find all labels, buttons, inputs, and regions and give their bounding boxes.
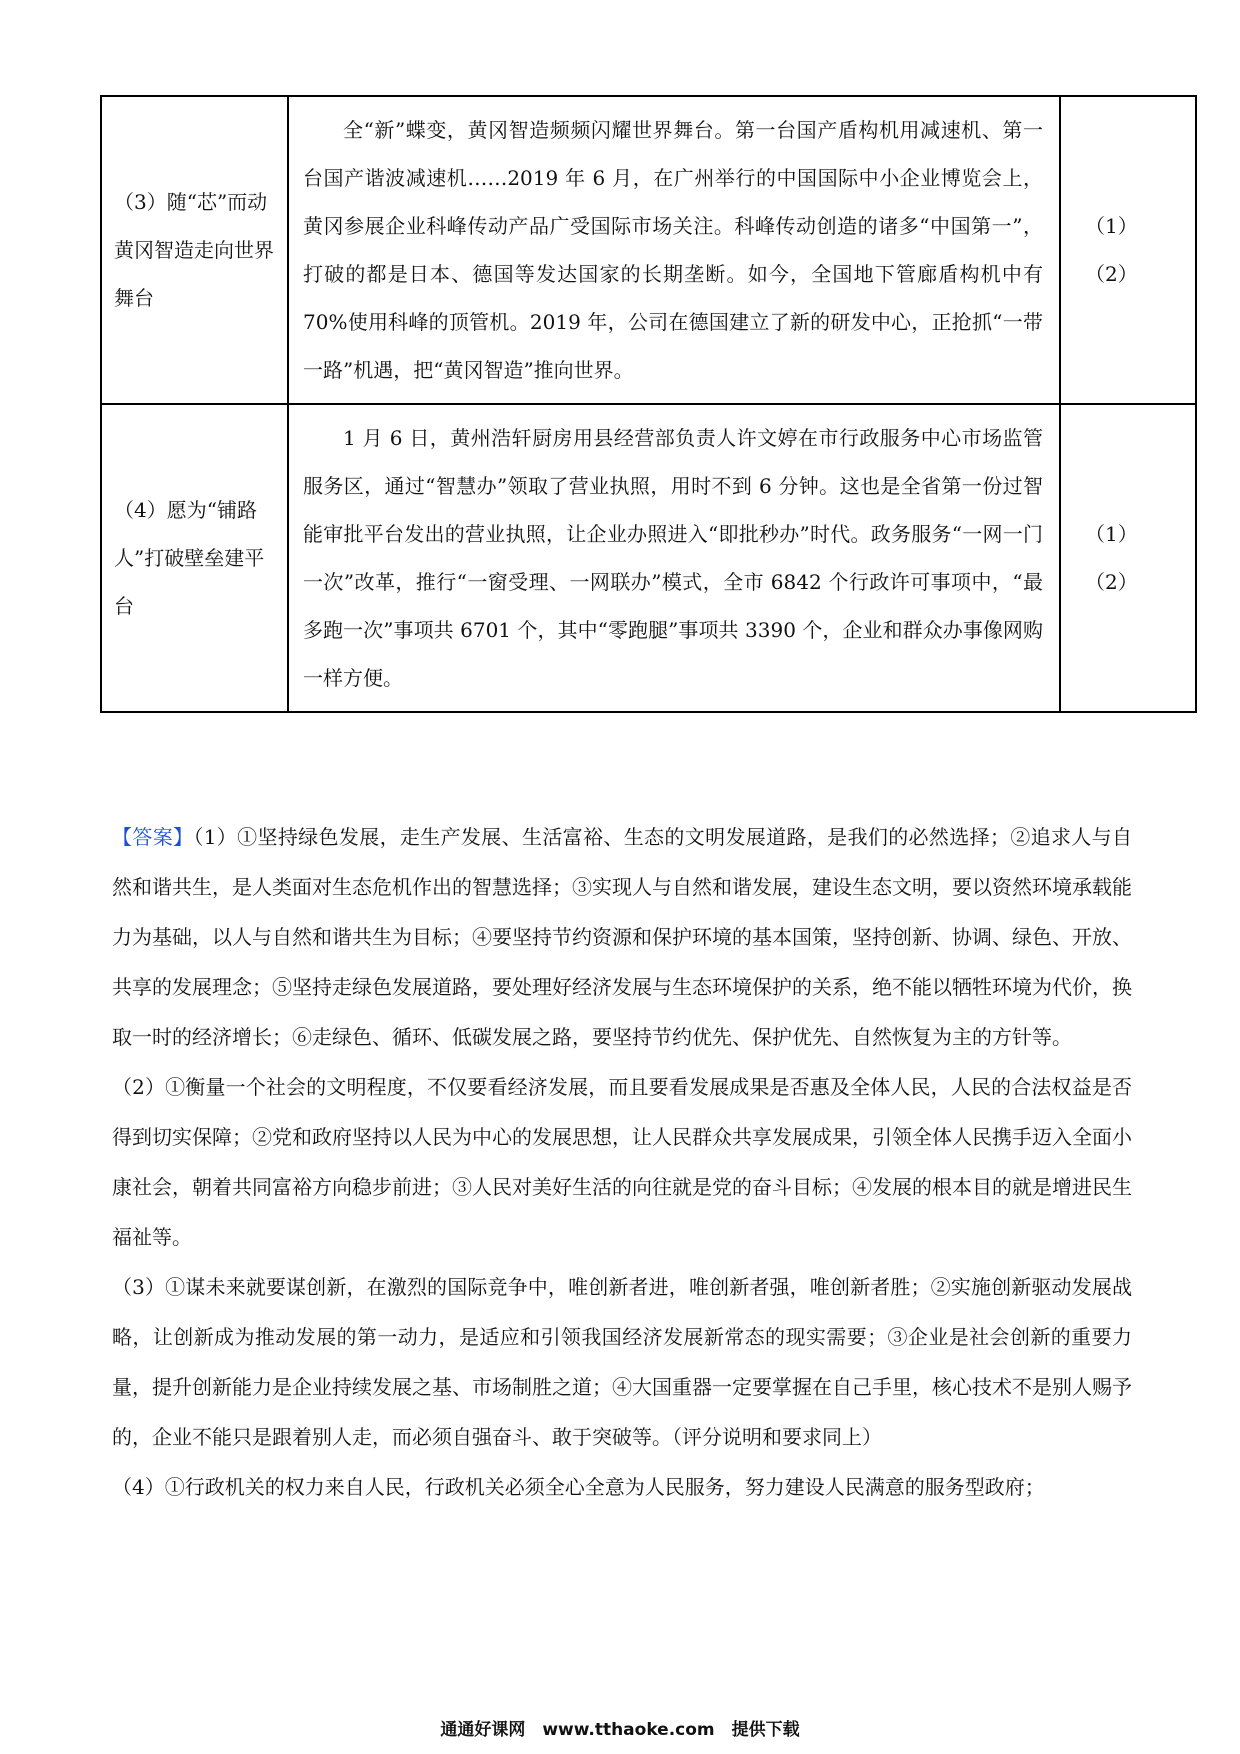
row-title-text: （3）随“芯”而动 黄冈智造走向世界舞台 [114,190,288,310]
question-2-label: （2） [1085,570,1138,594]
answer-tag: 【答案】 [112,825,194,849]
row-title-text: （4）愿为“铺路人”打破壁垒建平台 [114,498,265,618]
answer-paragraph-3: （3）①谋未来就要谋创新，在激烈的国际竞争中，唯创新者进，唯创新者强，唯创新者胜；②实施创新驱动发展战略，让创新成为推动发展的第一动力，是适应和引领我国经济发展新常态的现实需要；③企业是社会创新的重要力量，提升创新能力是企业持续发展之基、市场制胜之道；④大国重器一定要掌握在自己手里，核心技术不是别人赐予的，企业不能只是跟着别人走，而必须自强奋斗、敢于突破等。（评分说明和要求同上） [112,1275,1132,1449]
question-1-label: （1） [1085,214,1138,238]
question-2-label: （2） [1085,262,1138,286]
row-title [101,404,288,712]
row-title [101,96,288,404]
answer-text-1: （1）①坚持绿色发展，走生产发展、生活富裕、生态的文明发展道路，是我们的必然选择；②追求人与自然和谐共生，是人类面对生态危机作出的智慧选择；③实现人与自然和谐发展，建设生态文明，要以资然环境承载能力为基础，以人与自然和谐共生为目标；④要坚持节约资源和保护环境的基本国策，坚持创新、协调、绿色、开放、共享的发展理念；⑤坚持走绿色发展道路，要处理好经济发展与生态环境保护的关系，绝不能以牺牲环境为代价，换取一时的经济增长；⑥走绿色、循环、低碳发展之路，要坚持节约优先、保护优先、自然恢复为主的方针等。 [112,825,1132,1049]
case-table [100,95,1197,713]
row-material [288,96,1060,404]
page-footer: 通通好课网 www.tthaoke.com 提供下载 [440,1720,800,1740]
answer-paragraph-1 [112,812,1132,1062]
material-paragraph: 全“新”蝶变，黄冈智造频频闪耀世界舞台。第一台国产盾构机用减速机、第一台国产谐波减速机……2019 年 6 月，在广州举行的中国国际中小企业博览会上，黄冈参展企业科峰传动产品广受国际市场关注。科峰传动创造的诸多“中国第一”，打破的都是日本、德国等发达国家的长期垄断。如今，全国地下管廊盾构机中有 70%使用科峰的顶管机。2019 年，公司在德国建立了新的研发中心，正抢抓“一带一路”机遇，把“黄冈智造”推向世界。 [303,118,1043,382]
row-questions [1060,96,1196,404]
answer-paragraph-2: （2）①衡量一个社会的文明程度，不仅要看经济发展，而且要看发展成果是否惠及全体人民，人民的合法权益是否得到切实保障；②党和政府坚持以人民为中心的发展思想，让人民群众共享发展成果，引领全体人民携手迈入全面小康社会，朝着共同富裕方向稳步前进；③人民对美好生活的向往就是党的奋斗目标；④发展的根本目的就是增进民生福祉等。 [112,1075,1132,1249]
answer-paragraph-4: （4）①行政机关的权力来自人民，行政机关必须全心全意为人民服务，努力建设人民满意的服务型政府； [112,1475,1045,1499]
row-questions [1060,404,1196,712]
answer-section [112,812,1132,1512]
row-material [288,404,1060,712]
question-1-label: （1） [1085,522,1138,546]
table-row [101,96,1196,404]
table-row [101,404,1196,712]
material-paragraph: 1 月 6 日，黄州浩轩厨房用县经营部负责人许文婷在市行政服务中心市场监管服务区，通过“智慧办”领取了营业执照，用时不到 6 分钟。这也是全省第一份过智能审批平台发出的营业执照，让企业办照进入“即批秒办”时代。政务服务“一网一门一次”改革，推行“一窗受理、一网联办”模式，全市 6842 个行政许可事项中，“最多跑一次”事项共 6701 个，其中“零跑腿”事项共 3390 个，企业和群众办事像网购一样方便。 [303,426,1043,690]
